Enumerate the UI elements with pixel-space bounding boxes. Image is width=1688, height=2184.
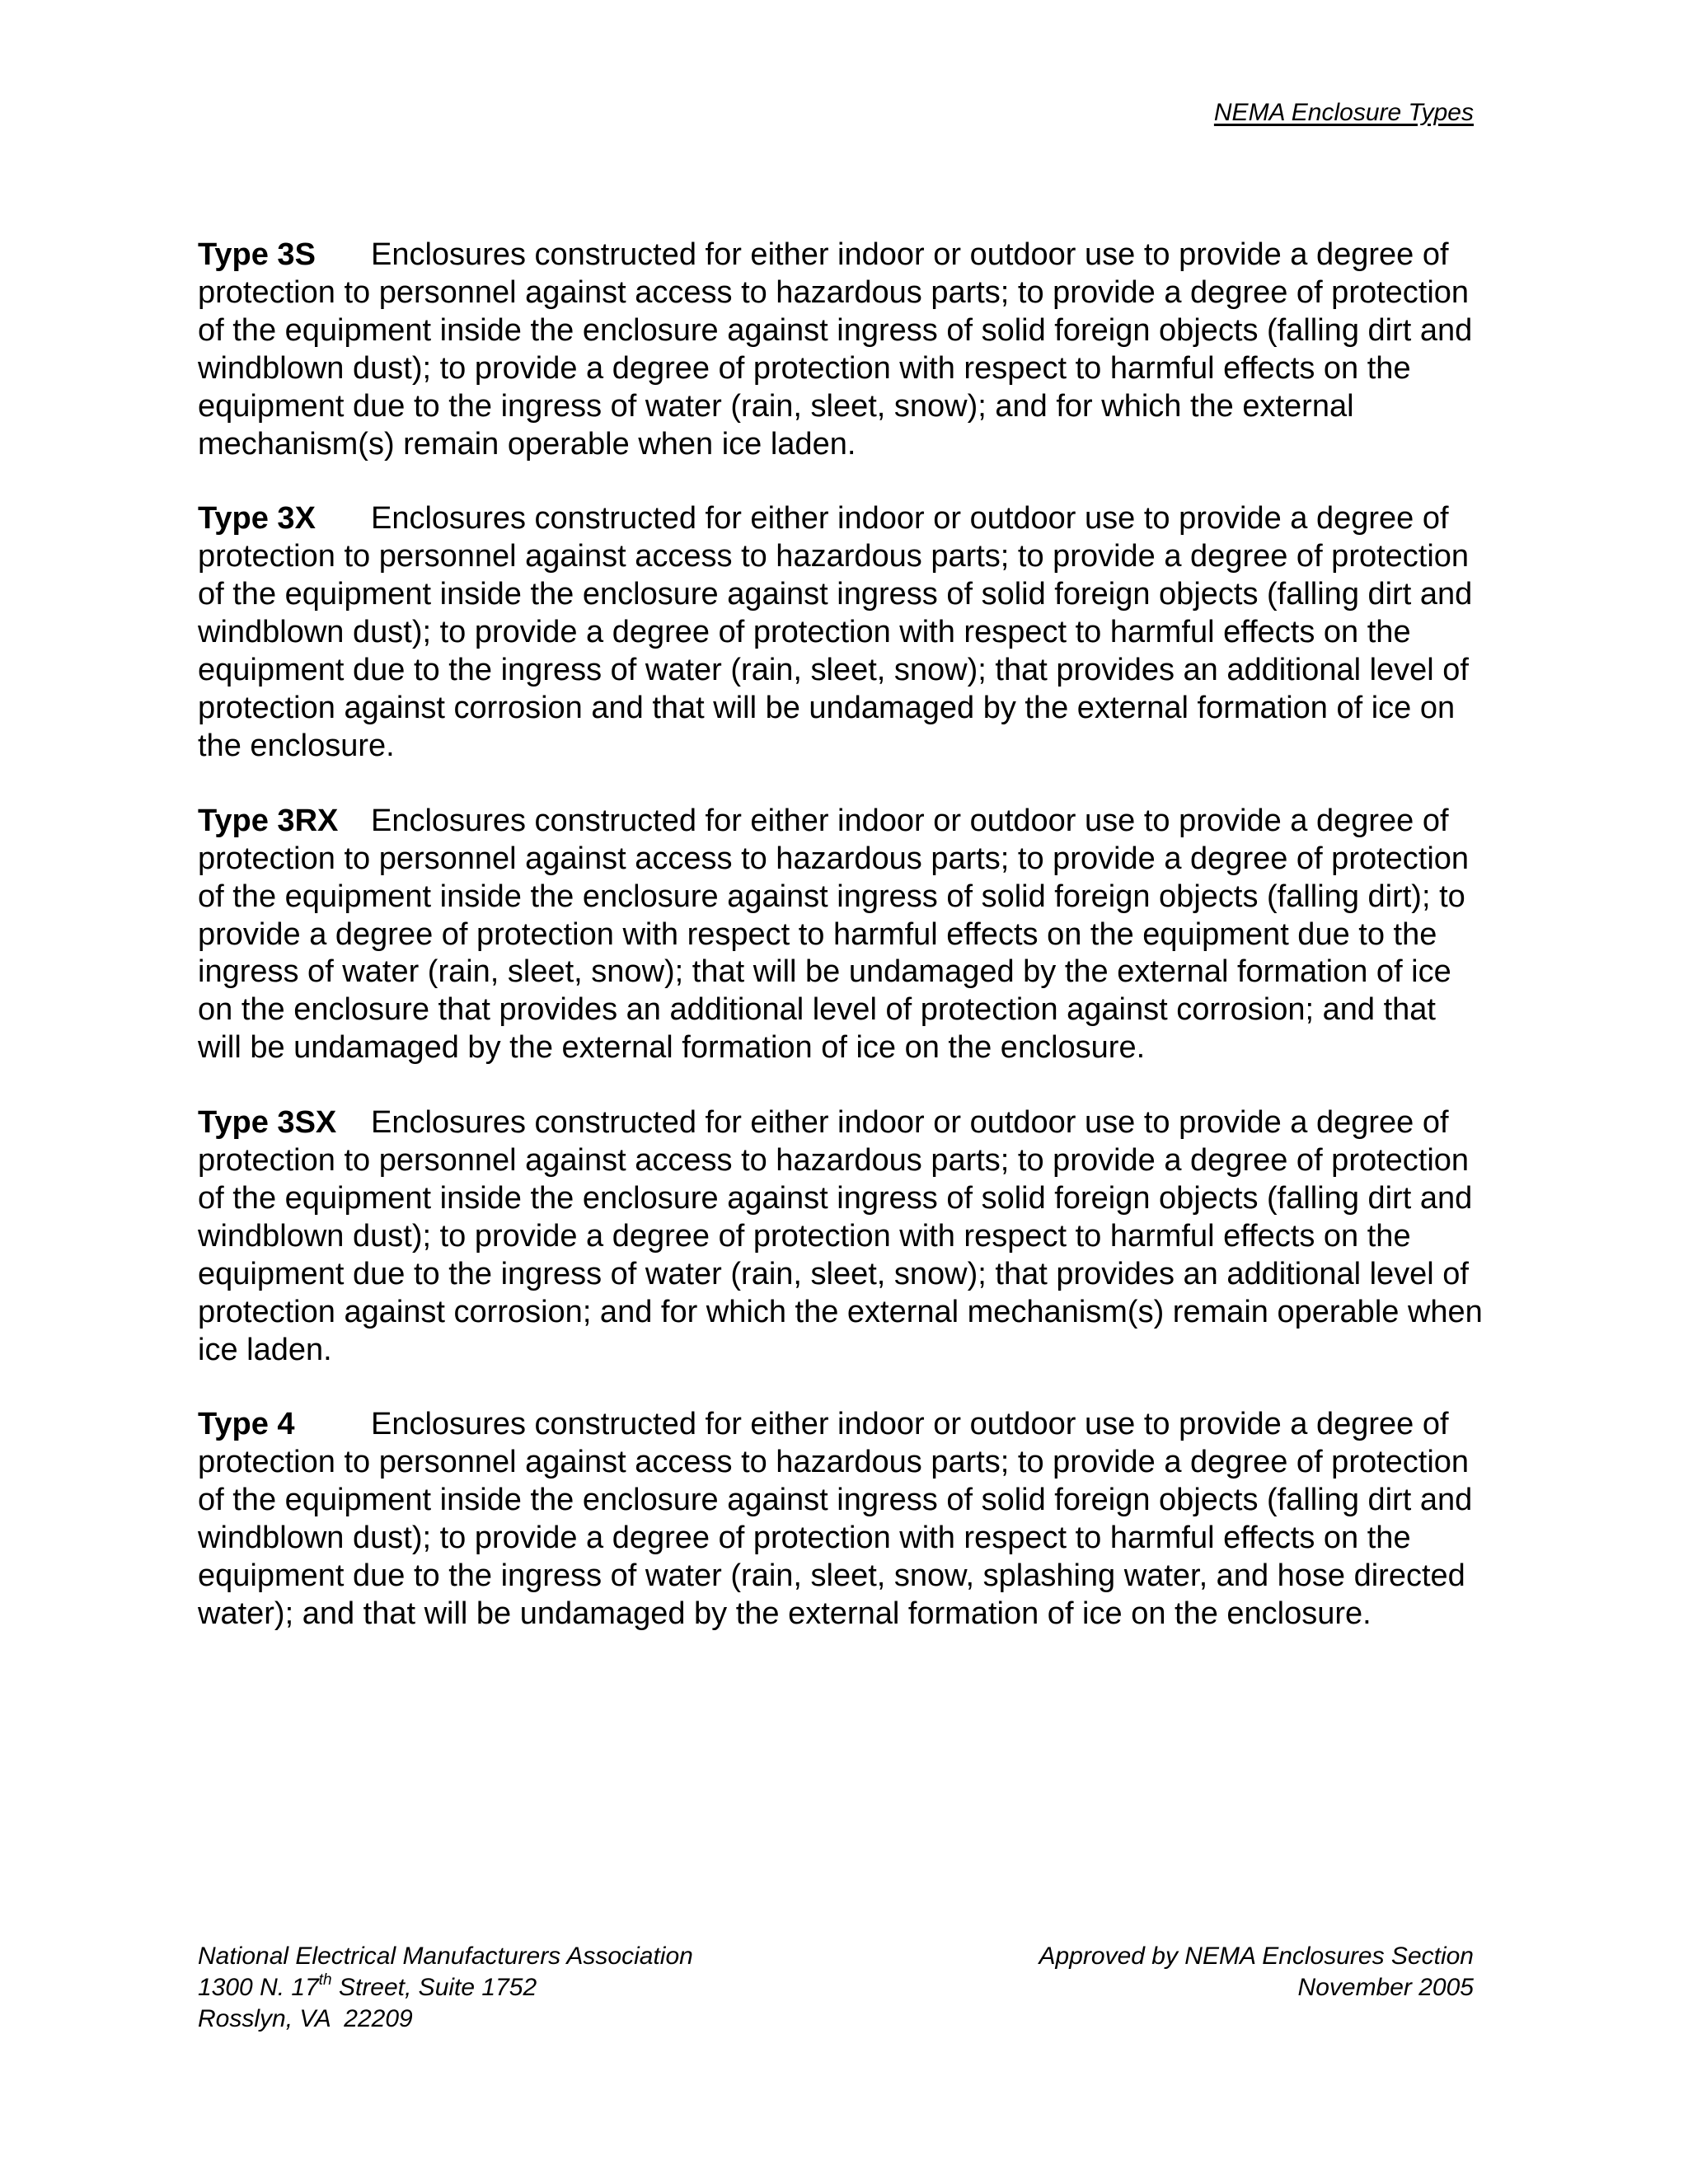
- footer-street-prefix: 1300 N. 17: [198, 1974, 319, 2001]
- enclosure-type-entry: [198, 1104, 1484, 1369]
- footer-approval: Approved by NEMA Enclosures Section: [1039, 1943, 1474, 1970]
- enclosure-type-description: Enclosures constructed for either indoor or outdoor use to provide a degree of protection to personnel against access to hazardous parts; to provide a degree of protection of the equipment inside the enclosure against ingress of solid foreign objects (falling dirt and windblown dust); to provide a degree of protection with respect to harmful effects on the equipment due to the ingress of water (rain, sleet, snow); and for which the external mechanism(s) remain operable when ice laden.: [198, 237, 1473, 462]
- enclosure-type-entry: [198, 500, 1484, 765]
- enclosure-type-label: Type 3RX: [198, 803, 339, 838]
- enclosure-type-label: Type 4: [198, 1407, 295, 1442]
- enclosure-type-entry: [198, 237, 1484, 463]
- enclosure-type-entry: [198, 1406, 1484, 1633]
- footer-approval-block: [1039, 1941, 1474, 2004]
- enclosure-type-description: Enclosures constructed for either indoor or outdoor use to provide a degree of protection to personnel against access to hazardous parts; to provide a degree of protection of the equipment inside the enclosure against ingress of solid foreign objects (falling dirt and windblown dust); to provide a degree of protection with respect to harmful effects on the equipment due to the ingress of water (rain, sleet, snow, splashing water, and hose directed water); and that will be undamaged by the external formation of ice on the enclosure.: [198, 1407, 1473, 1631]
- enclosure-type-label: Type 3X: [198, 501, 316, 537]
- footer-city: Rosslyn, VA 22209: [198, 2005, 413, 2032]
- running-header: NEMA Enclosure Types: [1213, 99, 1474, 126]
- footer-street-suffix: Street, Suite 1752: [331, 1974, 537, 2001]
- enclosure-type-label: Type 3SX: [198, 1105, 337, 1141]
- enclosure-type-label: Type 3S: [198, 237, 316, 272]
- footer-organization: National Electrical Manufacturers Association: [198, 1943, 693, 1970]
- enclosure-type-description: Enclosures constructed for either indoor or outdoor use to provide a degree of protection to personnel against access to hazardous parts; to provide a degree of protection of the equipment inside the enclosure against ingress of solid foreign objects (falling dirt and windblown dust); to provide a degree of protection with respect to harmful effects on the equipment due to the ingress of water (rain, sleet, snow); that provides an additional level of protection against corrosion; and for which the external mechanism(s) remain operable when ice laden.: [198, 1105, 1483, 1367]
- footer-date: November 2005: [1297, 1974, 1474, 2001]
- enclosure-type-list: [198, 237, 1484, 1671]
- enclosure-type-description: Enclosures constructed for either indoor or outdoor use to provide a degree of protection to personnel against access to hazardous parts; to provide a degree of protection of the equipment inside the enclosure against ingress of solid foreign objects (falling dirt and windblown dust); to provide a degree of protection with respect to harmful effects on the equipment due to the ingress of water (rain, sleet, snow); that provides an additional level of protection against corrosion and that will be undamaged by the external formation of ice on the enclosure.: [198, 501, 1473, 763]
- footer-street-superscript: th: [318, 1971, 332, 1989]
- enclosure-type-entry: [198, 803, 1484, 1067]
- footer-street: [198, 1972, 693, 2004]
- footer-address-block: [198, 1941, 693, 2035]
- enclosure-type-description: Enclosures constructed for either indoor or outdoor use to provide a degree of protection to personnel against access to hazardous parts; to provide a degree of protection of the equipment inside the enclosure against ingress of solid foreign objects (falling dirt); to provide a degree of protection with respect to harmful effects on the equipment due to the ingress of water (rain, sleet, snow); that will be undamaged by the external formation of ice on the enclosure that provides an additional level of protection against corrosion; and that will be undamaged by the external formation of ice on the enclosure.: [198, 803, 1470, 1066]
